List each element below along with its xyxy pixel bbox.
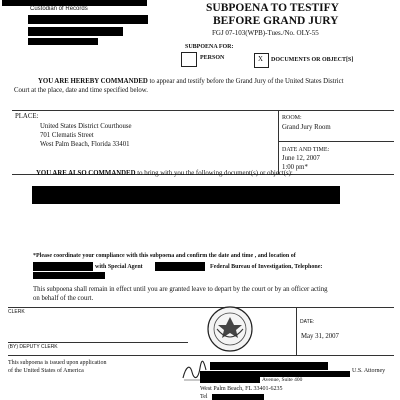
commanded-line1 xyxy=(38,79,344,86)
place-line2: 701 Clematis Street xyxy=(40,132,94,139)
commanded-lead: YOU ARE HEREBY COMMANDED xyxy=(38,78,148,85)
date-column-divider xyxy=(296,307,297,355)
redaction-recipient-line2 xyxy=(28,27,123,36)
room-date-rule xyxy=(278,141,394,142)
room-value: Grand Jury Room xyxy=(282,124,331,131)
effect-line1: This subpoena shall remain in effect until you are granted leave to depart by the court or by an officer acting xyxy=(33,286,328,293)
court-seal-icon xyxy=(205,305,255,353)
redaction-recipient-line3 xyxy=(28,38,98,45)
also-commanded-rest: to bring with you the following document(s) or object(s): xyxy=(137,170,293,177)
commanded-line1-rest: to appear and testify before the Grand Jury of the United States District xyxy=(149,78,344,85)
redaction-telephone-number xyxy=(212,394,264,400)
address-city: West Palm Beach, FL 33401-6235 xyxy=(200,386,283,392)
issued-line2: of the United States of America xyxy=(8,368,84,374)
signature-date-value: May 31, 2007 xyxy=(301,333,339,340)
also-commanded-lead: YOU ARE ALSO COMMANDED xyxy=(36,170,136,177)
coordinate-line2a: with Special Agent xyxy=(95,264,143,270)
recipient-title: Custodian of Records xyxy=(30,6,88,12)
documents-label: DOCUMENTS OR OBJECT[S] xyxy=(271,57,354,63)
redaction-coordinate-name xyxy=(33,262,93,271)
deputy-rule xyxy=(8,342,188,343)
datetime-time: 1:00 pm* xyxy=(282,164,308,171)
datetime-date: June 12, 2007 xyxy=(282,155,320,162)
redaction-agent-name xyxy=(155,262,205,271)
place-line3: West Palm Beach, Florida 33401 xyxy=(40,141,130,148)
room-label: ROOM: xyxy=(282,115,302,121)
place-label: PLACE: xyxy=(15,113,39,120)
redaction-documents-list xyxy=(32,186,340,204)
case-number: FGJ 07-103(WPB)-Tues./No. OLY-55 xyxy=(212,29,319,37)
subpoena-for-label: SUBPOENA FOR: xyxy=(185,44,234,50)
effect-line2: on behalf of the court. xyxy=(33,295,94,302)
clerk-label: CLERK xyxy=(8,309,25,315)
datetime-label: DATE AND TIME: xyxy=(282,147,330,153)
issued-line1: This subpoena is issued upon application xyxy=(8,360,107,366)
redaction-attorney-name xyxy=(210,362,328,370)
commanded-line2: Court at the place, date and time specified below. xyxy=(14,87,148,94)
signature-bottom-rule xyxy=(8,355,394,356)
redaction-address-street xyxy=(200,377,260,383)
place-line1: United States District Courthouse xyxy=(40,123,132,130)
table-top-rule xyxy=(12,110,394,111)
telephone-label: Tel xyxy=(200,394,208,400)
person-checkbox[interactable] xyxy=(181,52,197,67)
coordinate-line2b: Federal Bureau of Investigation, Telephone: xyxy=(210,264,323,270)
attorney-suffix: U.S. Attorney xyxy=(352,368,386,374)
also-commanded-line xyxy=(36,171,293,178)
signature-date-label: DATE: xyxy=(300,319,315,325)
signature-top-rule xyxy=(8,307,394,308)
person-label: PERSON xyxy=(200,55,225,61)
address-street: Avenue, Suite 400 xyxy=(262,377,303,383)
redaction-recipient-line1 xyxy=(28,15,148,24)
table-divider xyxy=(278,110,279,174)
document-title-line1: SUBPOENA TO TESTIFY xyxy=(206,2,339,14)
document-title-line2: BEFORE GRAND JURY xyxy=(213,15,339,27)
redaction-telephone xyxy=(33,272,105,279)
deputy-label: (BY) DEPUTY CLERK xyxy=(8,344,58,350)
coordinate-line1: *Please coordinate your compliance with this subpoena and confirm the date and time , and location of xyxy=(33,253,296,259)
documents-checkbox[interactable] xyxy=(254,53,269,68)
documents-checkmark: X xyxy=(258,56,263,63)
